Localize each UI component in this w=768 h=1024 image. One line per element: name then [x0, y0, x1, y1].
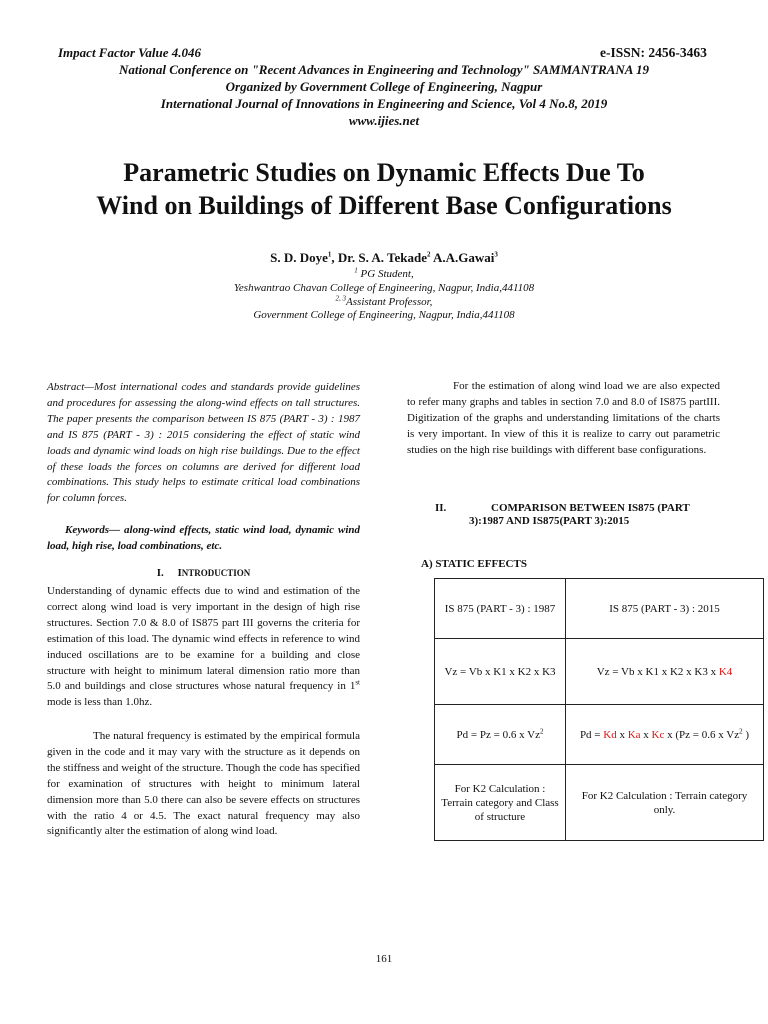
- affiliation-2-role: $^{2, 3}$Assistant Professor,: [335, 294, 433, 308]
- author-2: , Dr. S. A. Tekade: [331, 250, 427, 265]
- aff2-sup: 2, 3: [335, 294, 347, 303]
- cell-k2-1987: For K2 Calculation : Terrain category and Class of structure: [435, 765, 566, 841]
- author-3-sup: 3: [494, 250, 498, 259]
- cell-vz-1987: Vz = Vb x K1 x K2 x K3: [435, 639, 566, 705]
- subsection-static-effects: A) STATIC EFFECTS: [421, 558, 527, 570]
- abstract: Abstract—Most international codes and standards provide guidelines and procedures for assessing the along-wind effects on tall structures. The paper presents the comparison between IS 875 (PART - 3) : 1987 and IS 875 (PART - 3) : 2015 considering the effect of static wind loads and dynamic wind loads on high rise buildings. Due to the effect of these loads the forces on columns are derived for different load combinations. This study helps to estimate critical load combinations for column forces.: [47, 381, 360, 505]
- keywords: Keywords— along-wind effects, static wind load, dynamic wind load, high rise, load combinations, etc.: [47, 524, 360, 552]
- impact-factor: Impact Factor Value 4.046: [58, 45, 202, 60]
- cell-pd-2015: Pd = Kd x Ka x Kc x (Pz = 0.6 x Vz$^2$ ): [566, 705, 764, 765]
- cell-k2-2015: For K2 Calculation : Terrain category only.: [566, 765, 764, 841]
- author-1: S. D. Doye: [270, 250, 328, 265]
- affiliation-1-role: $^1$ PG Student,: [354, 266, 414, 280]
- table-header-2015: IS 875 (PART - 3) : 2015: [566, 579, 764, 639]
- journal-line: International Journal of Innovations in Engineering and Science, Vol 4 No.8, 2019: [160, 96, 608, 111]
- paper-title-line2: Wind on Buildings of Different Base Configurations: [96, 191, 672, 220]
- conference-line: National Conference on "Recent Advances in Engineering and Technology" SAMMANTRANA 19: [119, 62, 649, 77]
- paper-title-line1: Parametric Studies on Dynamic Effects Due To: [123, 158, 645, 187]
- affiliation-2-inst: Government College of Engineering, Nagpur, India,441108: [253, 309, 515, 321]
- author-3: A.A.Gawai: [430, 250, 495, 265]
- author-1-sup: 1: [327, 250, 332, 259]
- table-row: [435, 639, 764, 705]
- right-paragraph-1: For the estimation of along wind load we are also expected to refer many graphs and tables in section 7.0 and 8.0 of IS875 partIII. Digitization of the graphs and understanding limitations of the charts is very important. In view of this it is realize to carry out parametric studies on the high rise buildings with different base configurations.: [407, 380, 720, 456]
- eissn: e-ISSN: 2456-3463: [600, 45, 707, 60]
- page-number: 161: [375, 953, 393, 965]
- section-heading-introduction: I. INTRODUCTION: [156, 567, 251, 579]
- comparison-table: [434, 578, 764, 841]
- website: www.ijies.net: [348, 113, 420, 128]
- affiliation-1-inst: Yeshwantrao Chavan College of Engineering, Nagpur, India,441108: [233, 282, 535, 294]
- cell-pd-1987: Pd = Pz = 0.6 x Vz$^2$: [435, 705, 566, 765]
- intro-paragraph-2: The natural frequency is estimated by the empirical formula given in the code and it may vary with the structure as it depends on the stiffness and weight of the structure. Though the code has specified for examination of structures with height to minimum lateral dimension more than 5.0 there can also be severe effects on structures with the ratio 4 or 4.5. The exact natural frequency may also significantly alter the estimation of along wind load.: [47, 730, 360, 838]
- aff1-sup: 1: [354, 266, 358, 275]
- cell-vz-2015: Vz = Vb x K1 x K2 x K3 x K4: [566, 639, 764, 705]
- section-heading-comparison: II. COMPARISON BETWEEN IS875 (PART 3):1987 AND IS875(PART 3):2015: [435, 502, 690, 527]
- author-2-sup: 2: [426, 250, 431, 259]
- table-row: [435, 765, 764, 841]
- table-row: [435, 705, 764, 765]
- intro-paragraph-1: Understanding of dynamic effects due to wind and estimation of the correct along wind load is very important in the design of high rise structures. Section 7.0 & 8.0 of IS875 part III governs the criteria for estimation of this load. The dynamic wind effects in reference to wind induced oscillations are to be examine for a building and close structure with height to minimum lateral dimension ratio more than 5.0 and buildings and close structures whose natural frequency in 1st mode is less than 1.0hz.: [47, 585, 360, 709]
- author-line: [0, 250, 768, 266]
- table-row: [435, 579, 764, 639]
- table-header-1987: IS 875 (PART - 3) : 1987: [435, 579, 566, 639]
- organizer-line: Organized by Government College of Engineering, Nagpur: [225, 79, 543, 94]
